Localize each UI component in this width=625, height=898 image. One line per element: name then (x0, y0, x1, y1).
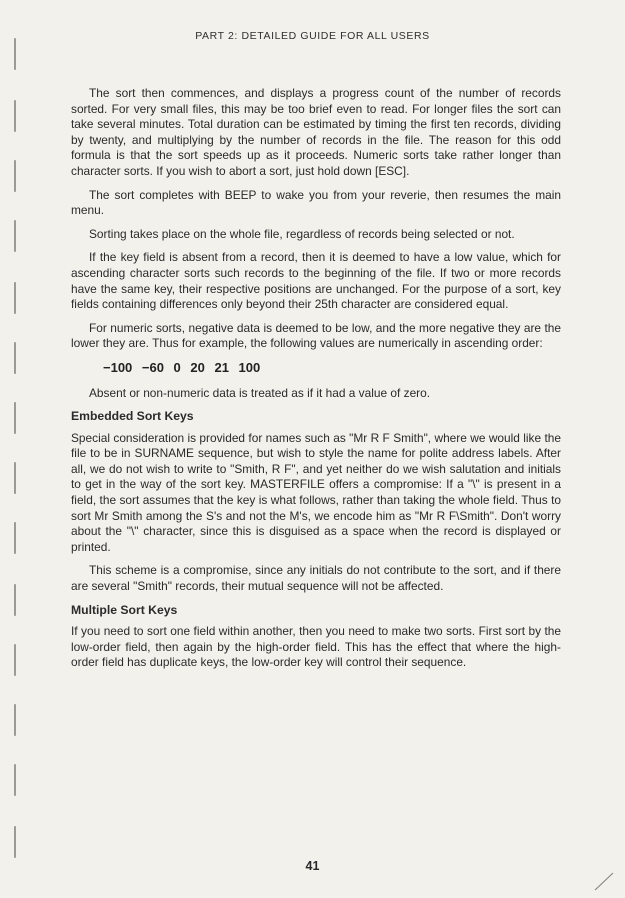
section-heading-embedded-sort-keys: Embedded Sort Keys (71, 409, 194, 424)
binder-mark (14, 282, 16, 314)
paragraph: Special consideration is provided for names such as "Mr R F Smith", where we would like the file to be in SURNAME sequence, but wish to style the name for polite address labels. After all, we do not wish to write to "Smith, R F", and yet neither do we wish salutation and initials to get in the way of the sort key. MASTERFILE offers a compromise: If a "\" is present in a field, the sort assumes that the key is what follows, rather than taking the whole field. Thus to sort Mr Smith among the S's and not the M's, we encode him as "Mr R F\Smith". Don't worry about the "\" character, since this is disguised as a space when the record is displayed or printed. (71, 430, 561, 554)
body-text (71, 86, 561, 679)
page-header: PART 2: DETAILED GUIDE FOR ALL USERS (195, 30, 430, 42)
binder-mark (14, 462, 16, 494)
binder-mark (14, 704, 16, 736)
pencil-mark-icon (593, 870, 615, 892)
paragraph: For numeric sorts, negative data is deemed to be low, and the more negative they are the lower they are. Thus for example, the following values are numerically in ascending order: (71, 320, 561, 351)
binder-mark (14, 100, 16, 132)
paragraph: Sorting takes place on the whole file, regardless of records being selected or not. (89, 226, 515, 241)
paragraph: If you need to sort one field within another, then you need to make two sorts. First sort by the low-order field, then again by the high-order field. This has the effect that where the high-order field has duplicate keys, the low-order key will control their sequence. (71, 624, 561, 670)
paragraph: This scheme is a compromise, since any initials do not contribute to the sort, and if there are several "Smith" records, their mutual sequence will not be affected. (71, 563, 561, 594)
binder-mark (14, 220, 16, 252)
binder-mark (14, 38, 16, 70)
binder-mark (14, 584, 16, 616)
paragraph: The sort completes with BEEP to wake you from your reverie, then resumes the main menu. (71, 187, 561, 218)
binder-mark (14, 826, 16, 858)
section-heading-multiple-sort-keys: Multiple Sort Keys (71, 602, 178, 617)
paragraph: If the key field is absent from a record, then it is deemed to have a low value, which for ascending character sorts such records to the beginning of the file. If two or more records have the same key, their respective positions are unchanged. For the purpose of a sort, key fields containing differences only beyond their 25th character are considered equal. (71, 250, 561, 312)
binder-mark (14, 644, 16, 676)
page-number: 41 (305, 859, 320, 873)
paragraph: The sort then commences, and displays a progress count of the number of records sorted. For very small files, this may be too brief even to read. For longer files the sort can take several minutes. Total duration can be estimated by timing the first ten records, dividing by twenty, and multiplying by the number of records in the file. The reason for this odd formula is that the sort speeds up as it proceeds. Numeric sorts take rather longer than character sorts. If you wish to abort a sort, just hold down [ESC]. (71, 86, 561, 178)
example-values: −100 −60 0 20 21 100 (103, 359, 261, 375)
paragraph: Absent or non-numeric data is treated as if it had a value of zero. (89, 385, 431, 400)
binder-mark (14, 764, 16, 796)
binder-mark (14, 342, 16, 374)
binder-mark (14, 160, 16, 192)
binder-mark (14, 522, 16, 554)
binder-mark (14, 402, 16, 434)
